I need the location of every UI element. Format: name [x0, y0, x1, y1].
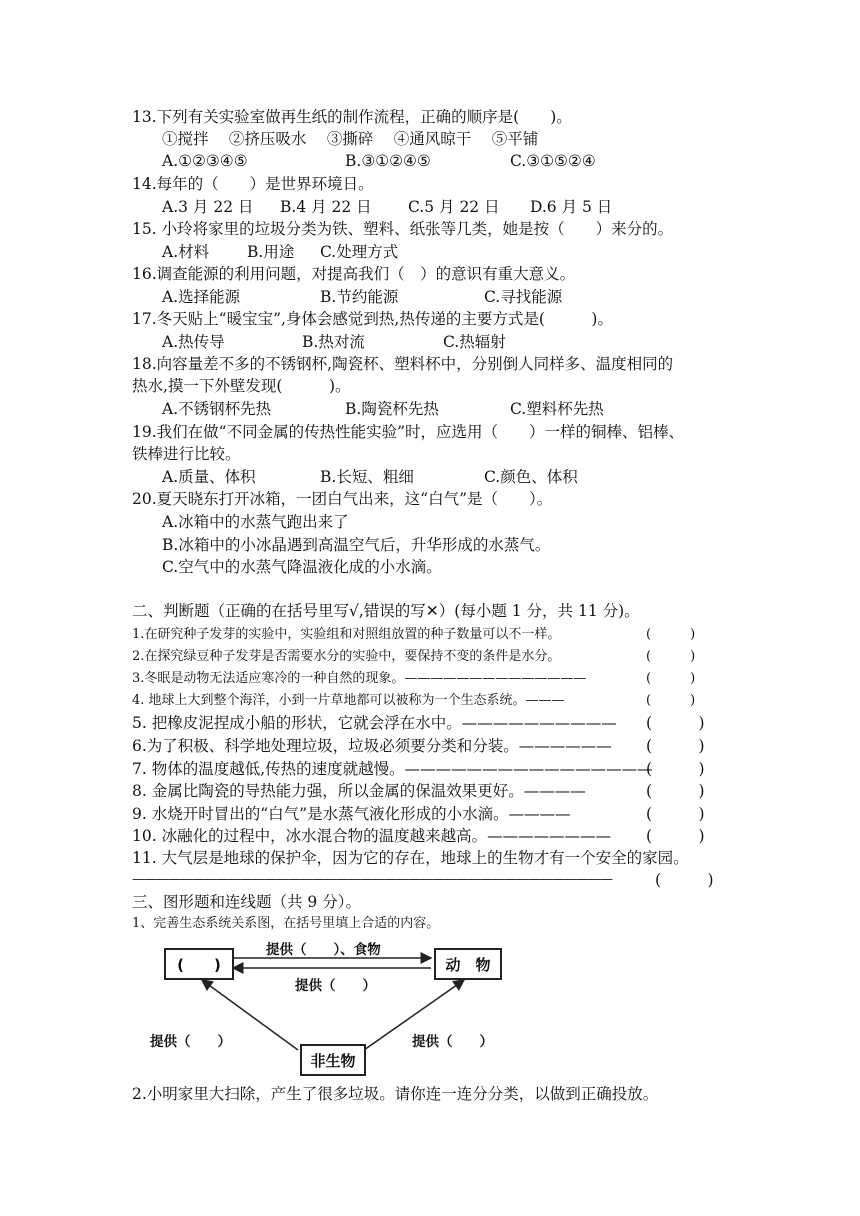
question-13-option-c: C.③①⑤②④: [510, 152, 596, 170]
judge-item-6-answer[interactable]: ( ): [646, 737, 705, 755]
judge-item-3: 3.冬眠是动物无法适应寒冷的一种自然的现象。——————————————: [132, 671, 587, 686]
judge-item-1-answer[interactable]: ( ): [646, 627, 696, 642]
question-15-option-a: A.材料: [162, 243, 210, 261]
question-19-option-a: A.质量、体积: [162, 468, 256, 486]
judge-item-3-answer[interactable]: ( ): [646, 671, 696, 686]
judge-item-11-answer[interactable]: ( ): [655, 871, 714, 889]
label-provide-middle: 提供（ ）: [295, 978, 376, 994]
question-20-option-a: A.冰箱中的水蒸气跑出来了: [162, 513, 349, 531]
judge-item-11: 11. 大气层是地球的保护伞，因为它的存在，地球上的生物才有一个安全的家园。: [132, 849, 689, 867]
judge-item-9-answer[interactable]: ( ): [646, 805, 705, 823]
judge-item-10-answer[interactable]: ( ): [646, 827, 705, 845]
question-13-stem: 13.下列有关实验室做再生纸的制作流程，正确的顺序是( )。: [132, 108, 572, 126]
judge-item-5-answer[interactable]: ( ): [646, 714, 705, 732]
question-16-option-b: B.节约能源: [320, 288, 399, 306]
question-17-stem: 17.冬天贴上“暖宝宝”,身体会感觉到热,热传递的主要方式是( )。: [132, 310, 613, 328]
non-living-box: 非生物: [300, 1044, 366, 1076]
producer-box[interactable]: ( ): [164, 948, 234, 980]
judge-item-4: 4. 地球上大到整个海洋，小到一片草地都可以被称为一个生态系统。———: [132, 693, 565, 708]
question-16-option-a: A.选择能源: [162, 288, 241, 306]
question-14-stem: 14.每年的（ ）是世界环境日。: [132, 175, 374, 193]
question-15-option-c: C.处理方式: [320, 243, 399, 261]
section-3-question-1: 1、完善生态系统关系图，在括号里填上合适的内容。: [132, 916, 440, 931]
label-provide-left: 提供（ ）: [150, 1034, 231, 1050]
label-provide-food: 提供（ ）、食物: [266, 942, 381, 958]
judge-item-2-answer[interactable]: ( ): [646, 649, 696, 664]
judge-item-8: 8. 金属比陶瓷的导热能力强，所以金属的保温效果更好。————: [132, 782, 586, 800]
judge-item-10: 10. 冰融化的过程中，冰水混合物的温度越来越高。————————: [132, 827, 612, 845]
question-18-option-a: A.不锈钢杯先热: [162, 400, 272, 418]
judge-item-5: 5. 把橡皮泥捏成小船的形状，它就会浮在水中。——————————: [132, 714, 617, 732]
question-14-option-d: D.6 月 5 日: [530, 198, 613, 216]
question-16-stem: 16.调查能源的利用问题，对提高我们（ ）的意识有重大意义。: [132, 265, 576, 283]
section-3-title: 三、图形题和连线题（共 9 分）。: [132, 893, 361, 911]
question-19-option-c: C.颜色、体积: [484, 468, 578, 486]
question-18-option-b: B.陶瓷杯先热: [345, 400, 439, 418]
judge-item-11-dashes: ————————————————————————————————————————: [132, 872, 612, 887]
question-14-option-c: C.5 月 22 日: [408, 198, 500, 216]
question-19-option-b: B.长短、粗细: [320, 468, 414, 486]
question-14-option-a: A.3 月 22 日: [162, 198, 254, 216]
animal-box: 动 物: [434, 948, 502, 980]
question-13-option-a: A.①②③④⑤: [162, 152, 248, 170]
question-20-option-c: C.空气中的水蒸气降温液化成的小水滴。: [162, 558, 442, 576]
judge-item-2: 2.在探究绿豆种子发芽是否需要水分的实验中，要保持不变的条件是水分。: [132, 649, 561, 664]
question-18-option-c: C.塑料杯先热: [510, 400, 604, 418]
judge-item-8-answer[interactable]: ( ): [646, 782, 705, 800]
question-17-option-a: A.热传导: [162, 333, 225, 351]
question-18-stem: 18.向容量差不多的不锈钢杯,陶瓷杯、塑料杯中，分别倒人同样多、温度相同的: [132, 355, 674, 373]
question-17-option-c: C.热辐射: [443, 333, 506, 351]
judge-item-9: 9. 水烧开时冒出的“白气”是水蒸气液化形成的小水滴。————: [132, 805, 571, 823]
question-17-option-b: B.热对流: [302, 333, 365, 351]
question-19-stem-line2: 铁棒进行比较。: [132, 445, 241, 463]
judge-item-7: 7. 物体的温度越低,传热的速度就越慢。————————————————: [132, 760, 653, 778]
judge-item-4-answer[interactable]: ( ): [646, 693, 696, 708]
section-2-title: 二、判断题（正确的在括号里写√,错误的写✕）(每小题 1 分，共 11 分)。: [132, 602, 640, 620]
question-13-option-b: B.③①②④⑤: [345, 152, 431, 170]
question-20-option-b: B.冰箱中的小冰晶遇到高温空气后，升华形成的水蒸气。: [162, 536, 551, 554]
question-15-stem: 15. 小玲将家里的垃圾分类为铁、塑料、纸张等几类，她是按（ ）来分的。: [132, 220, 674, 238]
question-19-stem: 19.我们在做“不同金属的传热性能实验”时，应选用（ ）一样的铜棒、铝棒、: [132, 423, 685, 441]
judge-item-6: 6.为了积极、科学地处理垃圾，垃圾必须要分类和分装。——————: [132, 737, 612, 755]
question-20-stem: 20.夏天晓东打开冰箱，一团白气出来，这“白气”是（ ）。: [132, 490, 553, 508]
question-14-option-b: B.4 月 22 日: [280, 198, 372, 216]
question-13-steps: ①搅拌 ②挤压吸水 ③撕碎 ④通风晾干 ⑤平铺: [162, 130, 539, 148]
question-15-option-b: B.用途: [247, 243, 295, 261]
question-16-option-c: C.寻找能源: [484, 288, 563, 306]
judge-item-7-answer[interactable]: ( ): [646, 760, 705, 778]
ecosystem-diagram: [150, 938, 510, 1078]
section-3-question-2: 2.小明家里大扫除，产生了很多垃圾。请你连一连分分类，以做到正确投放。: [132, 1085, 659, 1103]
label-provide-right: 提供（ ）: [412, 1034, 493, 1050]
question-18-stem-line2: 热水,摸一下外壁发现( )。: [132, 377, 351, 395]
judge-item-1: 1.在研究种子发芽的实验中，实验组和对照组放置的种子数量可以不一样。: [132, 627, 561, 642]
